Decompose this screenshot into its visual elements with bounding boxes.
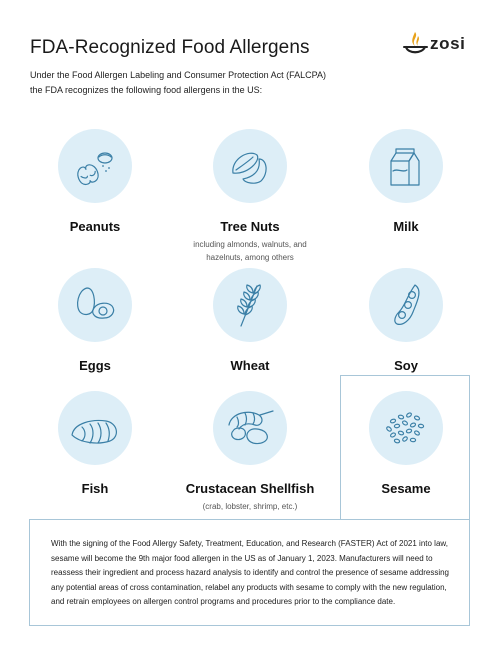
tree-nut-icon: [213, 129, 287, 203]
allergen-name: Wheat: [230, 358, 270, 373]
intro-text: Under the Food Allergen Labeling and Consumer Protection Act (FALCPA) the FDA recognizes the following food allergens in the US:: [30, 70, 326, 95]
allergen-fish: [20, 391, 170, 496]
allergen-tree-nuts: [175, 129, 325, 264]
allergen-soy: [331, 268, 481, 373]
allergen-name: Fish: [81, 481, 109, 496]
icon-circle: [58, 129, 132, 203]
peanut-icon: [58, 129, 132, 203]
fish-fillet-icon: [58, 391, 132, 465]
page-title: FDA-Recognized Food Allergens: [30, 37, 310, 58]
icon-circle: [369, 129, 443, 203]
allergen-name: Tree Nuts: [220, 219, 280, 234]
icon-circle: [213, 268, 287, 342]
milk-carton-icon: [369, 129, 443, 203]
egg-icon: [58, 268, 132, 342]
allergen-eggs: [20, 268, 170, 373]
allergen-milk: [331, 129, 481, 234]
wheat-icon: [213, 268, 287, 342]
shrimp-icon: [213, 391, 287, 465]
allergen-name: Eggs: [79, 358, 111, 373]
allergen-name: Milk: [393, 219, 419, 234]
icon-circle: [213, 391, 287, 465]
sesame-seeds-icon: [369, 391, 443, 465]
allergen-sesame: [331, 391, 481, 496]
faster-act-note: With the signing of the Food Allergy Safety, Treatment, Education, and Research (FASTER) Act of 2021 into law, sesame will become the 9th major food allergen in the US as of January 1, 2023. Manufacturers will need to reassess their ingredient and process hazard analysis to identify and control the presence of sesame addressing any potential areas of cross contamination, relabel any products with sesame to comply with the new regulation, and retrain employees on allergen control programs and procedures prior to the compliance date.: [29, 519, 470, 626]
allergen-name: Peanuts: [69, 219, 121, 234]
allergen-subtitle: including almonds, walnuts, and hazelnuts, among others: [193, 240, 307, 262]
icon-circle: [369, 268, 443, 342]
allergen-subtitle: (crab, lobster, shrimp, etc.): [202, 502, 298, 511]
allergen-name: Sesame: [381, 481, 431, 496]
icon-circle: [58, 391, 132, 465]
allergen-crustacean-shellfish: [175, 391, 325, 513]
zosi-logo: [403, 28, 475, 60]
icon-circle: [213, 129, 287, 203]
allergen-name: Crustacean Shellfish: [185, 481, 315, 496]
icon-circle: [58, 268, 132, 342]
flame-bowl-icon: [403, 28, 429, 60]
soybean-icon: [369, 268, 443, 342]
allergen-wheat: [175, 268, 325, 373]
icon-circle: [369, 391, 443, 465]
allergen-name: Soy: [394, 358, 418, 373]
allergen-peanuts: [20, 129, 170, 234]
logo-text: zosi: [430, 34, 466, 53]
